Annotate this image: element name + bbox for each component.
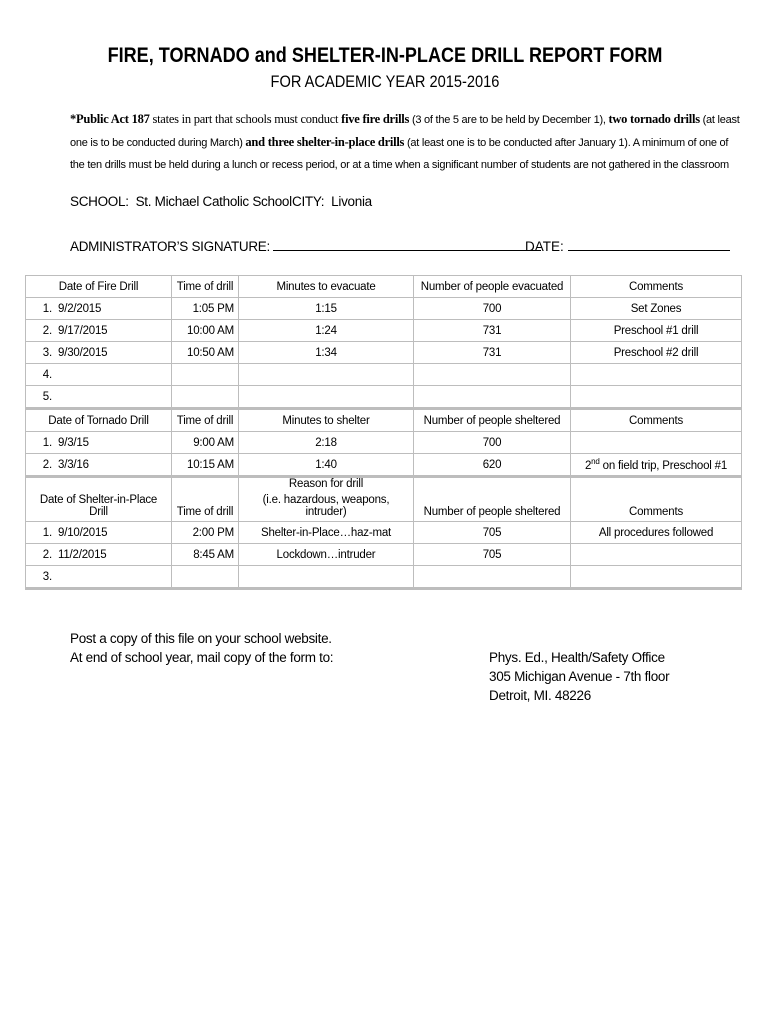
tornado-row <box>26 454 742 477</box>
intro-act: *Public Act 187 <box>70 112 150 126</box>
drill-comment <box>571 544 742 566</box>
drill-comment <box>571 386 742 409</box>
shelter-row <box>26 522 742 544</box>
intro-text-1: states in part that schools must conduct <box>149 112 342 126</box>
shelter-header-people: Number of people sheltered <box>414 477 571 522</box>
drill-people: 731 <box>414 342 571 364</box>
date-line <box>525 237 730 254</box>
intro-text-4: (at least one is to be conducted after January 1). A minimum of one of the ten drills must be held during a lunch or recess period, or at a time when a significant number of students are not gathered in the classroom <box>70 137 729 171</box>
drill-comment: Set Zones <box>571 298 742 320</box>
tornado-header-minutes: Minutes to shelter <box>239 409 414 432</box>
drill-date: 9/30/2015 <box>58 346 108 359</box>
row-number: 3. <box>42 570 52 583</box>
drill-time: 8:45 AM <box>172 544 239 566</box>
intro-text-2: (3 of the 5 are to be held by December 1), <box>409 114 609 126</box>
admin-signature-label: ADMINISTRATOR’S SIGNATURE: <box>70 239 270 254</box>
drill-people: 705 <box>414 544 571 566</box>
intro-fire-drills: five fire drills <box>341 112 410 126</box>
fire-row <box>26 298 742 320</box>
comment-post: on field trip, Preschool #1 <box>599 459 728 472</box>
fire-header-people: Number of people evacuated <box>414 276 571 298</box>
shelter-header-reason-line2: (i.e. hazardous, weapons, intruder) <box>262 494 390 518</box>
tornado-header-date: Date of Tornado Drill <box>26 409 172 432</box>
intro-text-3: (at least one is to be conducted during March) <box>70 114 740 149</box>
drill-comment: Preschool #1 drill <box>571 320 742 342</box>
drill-minutes <box>239 386 414 409</box>
tornado-row <box>26 432 742 454</box>
tornado-header-comments: Comments <box>571 409 742 432</box>
row-number: 4. <box>42 368 52 381</box>
shelter-row <box>26 544 742 566</box>
row-number: 3. <box>42 346 52 359</box>
address-line-1: Phys. Ed., Health/Safety Office <box>489 650 665 665</box>
drill-date: 11/2/2015 <box>58 548 107 561</box>
drill-minutes: 1:40 <box>239 454 414 477</box>
shelter-row <box>26 566 742 589</box>
school-label: SCHOOL: <box>70 194 129 209</box>
drill-comment: All procedures followed <box>571 522 742 544</box>
drill-date: 9/3/15 <box>58 436 89 449</box>
form-title: FIRE, TORNADO and SHELTER-IN-PLACE DRILL REPORT FORM <box>107 44 663 67</box>
comment-sup: nd <box>591 457 600 467</box>
drill-people: 620 <box>414 454 571 477</box>
footer-instructions <box>70 629 333 667</box>
city-line <box>292 194 372 209</box>
address-line-2: 305 Michigan Avenue - 7th floor <box>489 669 670 684</box>
city-label: CITY: <box>292 194 325 209</box>
intro-paragraph <box>70 108 740 176</box>
tornado-header-row <box>26 409 742 432</box>
shelter-header-time: Time of drill <box>172 477 239 522</box>
school-line <box>70 194 292 209</box>
date-label: DATE: <box>525 239 564 254</box>
drill-time: 10:15 AM <box>172 454 239 477</box>
drill-people: 705 <box>414 522 571 544</box>
drill-time: 10:50 AM <box>172 342 239 364</box>
row-number: 1. <box>42 436 52 449</box>
row-number: 1. <box>42 526 52 539</box>
drill-minutes <box>239 364 414 386</box>
school-value: St. Michael Catholic School <box>135 194 292 209</box>
drill-people <box>414 386 571 409</box>
fire-header-minutes: Minutes to evacuate <box>239 276 414 298</box>
drill-comment <box>571 432 742 454</box>
drill-time: 10:00 AM <box>172 320 239 342</box>
drill-people: 700 <box>414 298 571 320</box>
drill-people <box>414 566 571 589</box>
drill-date: 9/10/2015 <box>58 526 108 539</box>
drill-time: 1:05 PM <box>172 298 239 320</box>
tornado-header-people: Number of people sheltered <box>414 409 571 432</box>
row-number: 5. <box>42 390 52 403</box>
fire-header-row <box>26 276 742 298</box>
row-number: 2. <box>42 324 52 337</box>
drill-people: 700 <box>414 432 571 454</box>
shelter-header-reason <box>239 477 414 522</box>
form-subtitle: FOR ACADEMIC YEAR 2015-2016 <box>270 72 500 91</box>
fire-row <box>26 342 742 364</box>
row-number: 2. <box>42 548 52 561</box>
drill-comment <box>571 364 742 386</box>
tornado-header-time: Time of drill <box>172 409 239 432</box>
drill-minutes: 1:24 <box>239 320 414 342</box>
drill-comment: Preschool #2 drill <box>571 342 742 364</box>
footer-line-2: At end of school year, mail copy of the form to: <box>70 650 334 665</box>
drill-date: 9/17/2015 <box>58 324 108 337</box>
drill-time <box>172 566 239 589</box>
drill-reason: Lockdown…intruder <box>239 544 414 566</box>
drill-time <box>172 386 239 409</box>
drill-time <box>172 364 239 386</box>
shelter-header-comments: Comments <box>571 477 742 522</box>
intro-tornado-drills: two tornado drills <box>608 112 700 126</box>
drill-reason <box>239 566 414 589</box>
intro-shelter-drills: and three shelter-in-place drills <box>245 135 405 149</box>
shelter-header-row <box>26 477 742 522</box>
admin-signature-line <box>70 237 541 254</box>
drill-people: 731 <box>414 320 571 342</box>
fire-header-date: Date of Fire Drill <box>26 276 172 298</box>
shelter-header-reason-line1: Reason for drill <box>288 478 364 490</box>
drill-reason: Shelter-in-Place…haz-mat <box>239 522 414 544</box>
drill-date: 3/3/16 <box>58 458 89 471</box>
city-value: Livonia <box>331 194 372 209</box>
mailing-address <box>489 648 669 705</box>
row-number: 2. <box>42 458 52 471</box>
fire-row <box>26 364 742 386</box>
drill-time: 9:00 AM <box>172 432 239 454</box>
drill-comment <box>571 566 742 589</box>
fire-header-time: Time of drill <box>172 276 239 298</box>
date-field[interactable] <box>568 237 730 251</box>
admin-signature-field[interactable] <box>273 237 541 251</box>
drill-minutes: 1:15 <box>239 298 414 320</box>
drill-minutes: 2:18 <box>239 432 414 454</box>
fire-row <box>26 320 742 342</box>
drill-people <box>414 364 571 386</box>
footer-line-1: Post a copy of this file on your school website. <box>70 631 332 646</box>
comment-pre: 2 <box>584 459 592 472</box>
row-number: 1. <box>42 302 52 315</box>
fire-row <box>26 386 742 409</box>
address-line-3: Detroit, MI. 48226 <box>489 688 591 703</box>
drill-time: 2:00 PM <box>172 522 239 544</box>
drill-minutes: 1:34 <box>239 342 414 364</box>
drill-table <box>25 275 742 590</box>
fire-header-comments: Comments <box>571 276 742 298</box>
shelter-header-date: Date of Shelter-in-Place Drill <box>26 477 172 522</box>
drill-date: 9/2/2015 <box>58 302 102 315</box>
drill-comment <box>571 454 742 477</box>
